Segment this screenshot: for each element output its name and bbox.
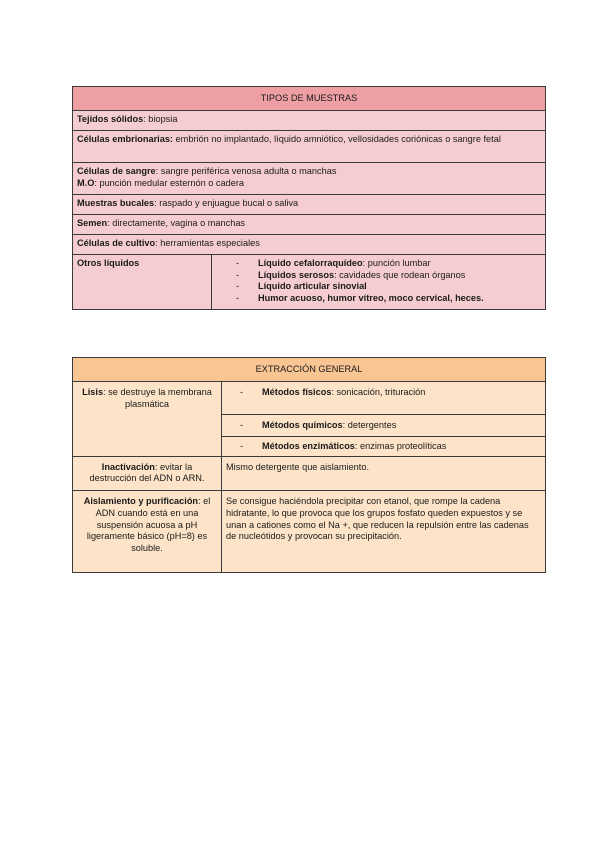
method-text: : detergentes (342, 419, 397, 430)
row-text: embrión no implantado, líquido amniótico, vellosidades coriónicas o sangre fetal (173, 133, 501, 144)
list-item: - Líquido cefalorraquídeo: punción lumbar (236, 257, 431, 268)
table-row (73, 491, 546, 573)
row-text: : directamente, vagina o manchas (107, 217, 246, 228)
row-text: : punción medular esternón o cadera (94, 177, 245, 188)
method-label: Métodos químicos (262, 419, 343, 430)
inactivacion-label: Inactivación (101, 461, 155, 472)
list-item: - Líquido articular sinovial (236, 281, 367, 292)
inactivacion-text: : evitar la destrucción del ADN o ARN. (89, 461, 205, 484)
otros-list (216, 258, 541, 305)
row-text: : sangre periférica venosa adulta o manchas (155, 165, 337, 176)
table-row (73, 194, 546, 214)
method-label: Métodos enzimáticos (262, 440, 355, 451)
table-row: Lisis: se destruye la membrana plasmática - Métodos físicos: sonicación, trituración (73, 381, 546, 414)
inactivacion-description: Mismo detergente que aislamiento. (226, 461, 369, 472)
table-row (73, 110, 546, 130)
row-label: M.O (77, 177, 95, 188)
row-text: : biopsia (143, 113, 178, 124)
otros-label: Otros líquidos (77, 257, 140, 268)
row-label: Muestras bucales (77, 197, 155, 208)
table-row: - Métodos químicos: detergentes (73, 414, 546, 436)
row-text: : herramientas especiales (155, 237, 260, 248)
extraccion-general-table (72, 357, 546, 573)
table-row (73, 234, 546, 254)
aislamiento-description: Se consigue haciéndola precipitar con etanol, que rompe la cadena hidratante, lo que provoca que los grupos fosfato queden expuestos y se unan a cationes como el Na +, que reducen la repulsión entre las cadenas de nucleótidos y provocan su precipitación. (226, 496, 529, 542)
table-row (73, 162, 546, 194)
row-label: Células de sangre (77, 165, 156, 176)
aislamiento-text: : el ADN cuando está en una suspensión acuosa a pH ligeramente básico (pH=8) es soluble. (86, 496, 211, 554)
list-item: - Humor acuoso, humor vítreo, moco cervical, heces. (236, 293, 484, 304)
table-row (73, 456, 546, 491)
tipos-muestras-table (72, 86, 546, 310)
table-row (73, 214, 546, 234)
row-label: Células embrionarias: (77, 133, 173, 144)
lisis-label: Lisis (82, 386, 104, 397)
row-label: Semen (77, 217, 108, 228)
table-header: TIPOS DE MUESTRAS (73, 87, 546, 111)
table-row (73, 254, 546, 309)
row-text: : raspado y enjuague bucal o saliva (154, 197, 299, 208)
lisis-text: : se destruye la membrana plasmática (103, 386, 212, 409)
table-row: - Métodos enzimáticos: enzimas proteolíticas (73, 436, 546, 456)
row-label: Células de cultivo (77, 237, 156, 248)
row-label: Tejidos sólidos (77, 113, 144, 124)
table-row (73, 130, 546, 162)
method-label: Métodos físicos (262, 386, 332, 397)
method-text: : enzimas proteolíticas (354, 440, 447, 451)
table-header: EXTRACCIÓN GENERAL (73, 358, 546, 382)
aislamiento-label: Aislamiento y purificación (83, 496, 199, 507)
method-text: : sonicación, trituración (331, 386, 426, 397)
list-item: - Líquidos serosos: cavidades que rodean órganos (236, 269, 466, 280)
